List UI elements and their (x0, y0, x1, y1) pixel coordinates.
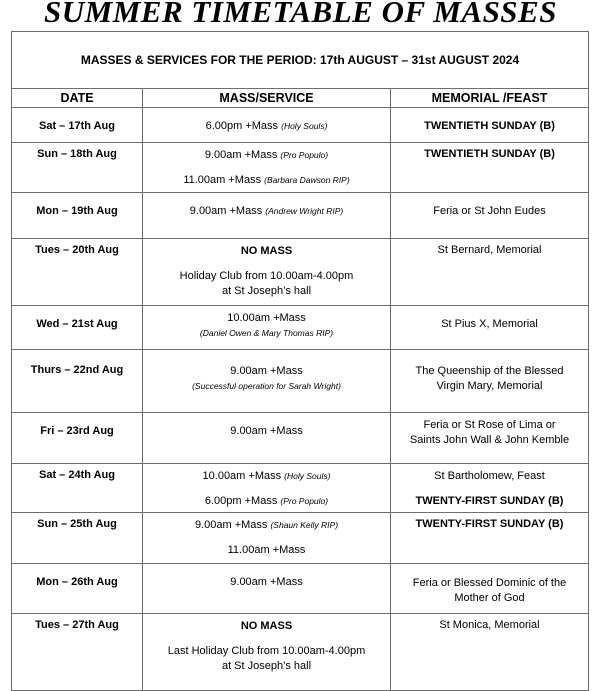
feast-cell (391, 463, 589, 513)
table-row (12, 349, 589, 412)
feast-cell: TWENTIETH SUNDAY (B) (391, 143, 589, 193)
timetable (11, 31, 589, 691)
date-cell: Sat – 17th Aug (12, 107, 143, 142)
table-row (12, 107, 589, 142)
table-row (12, 513, 589, 564)
table-row (12, 305, 589, 349)
feast-cell: TWENTIETH SUNDAY (B) (391, 107, 589, 142)
no-mass-label: NO MASS (240, 620, 293, 633)
page-title: SUMMER TIMETABLE OF MASSES (44, 0, 557, 29)
date-cell: Fri – 23rd Aug (12, 412, 143, 463)
mass-intention: (Pro Populo) (280, 495, 329, 506)
feast-cell (391, 412, 589, 463)
table-row (12, 614, 589, 691)
table-row (12, 463, 589, 513)
feast-cell (391, 349, 589, 412)
mass-time: 9.00am +Mass (230, 364, 303, 377)
feast-line: Feria or Blessed Dominic of the (412, 577, 567, 590)
date-cell: Thurs – 22nd Aug (12, 349, 143, 412)
mass-time: 11.00am +Mass (227, 544, 306, 557)
feast-line: Saints John Wall & John Kemble (409, 433, 570, 446)
feast-line: TWENTY-FIRST SUNDAY (B) (415, 494, 564, 507)
column-header-date: DATE (12, 89, 143, 108)
mass-time: 9.00am +Mass (189, 204, 263, 217)
feast-line: The Queenship of the Blessed (415, 364, 564, 377)
mass-intention: (Pro Populo) (280, 150, 329, 161)
table-row (12, 238, 589, 305)
mass-intention: (Shaun Kelly RIP) (270, 520, 339, 531)
mass-intention: (Daniel Owen & Mary Thomas RIP) (199, 327, 334, 338)
mass-time: 11.00am +Mass (183, 174, 262, 187)
mass-cell (143, 143, 391, 193)
feast-cell: St Monica, Memorial (391, 614, 589, 691)
mass-time: 6.00pm +Mass (204, 494, 278, 507)
event-location: at St Joseph’s hall (221, 284, 312, 297)
mass-intention: (Barbara Dawson RIP) (264, 175, 350, 186)
mass-cell (143, 349, 391, 412)
mass-cell (143, 614, 391, 691)
date-cell: Mon – 26th Aug (12, 564, 143, 614)
mass-intention: (Holy Souls) (284, 470, 331, 481)
feast-cell: St Pius X, Memorial (391, 305, 589, 349)
mass-intention: (Successful operation for Sarah Wright) (192, 380, 341, 391)
column-header-feast: MEMORIAL /FEAST (391, 89, 589, 108)
feast-cell (391, 564, 589, 614)
feast-line: Mother of God (454, 592, 525, 605)
mass-cell: 9.00am +Mass (143, 564, 391, 614)
mass-cell: 9.00am +Mass (143, 412, 391, 463)
column-header-mass: MASS/SERVICE (143, 89, 391, 108)
feast-cell: Feria or St John Eudes (391, 192, 589, 238)
no-mass-label: NO MASS (240, 244, 293, 257)
date-cell: Tues – 20th Aug (12, 238, 143, 305)
feast-cell: TWENTY-FIRST SUNDAY (B) (391, 513, 589, 564)
table-row (12, 412, 589, 463)
mass-time: 10.00am +Mass (227, 311, 306, 324)
date-cell: Wed – 21st Aug (12, 305, 143, 349)
feast-line: Virgin Mary, Memorial (436, 379, 543, 392)
date-cell: Tues – 27th Aug (12, 614, 143, 691)
mass-time: 9.00am +Mass (194, 519, 268, 532)
event-text: Holiday Club from 10.00am-4.00pm (179, 269, 354, 282)
feast-cell: St Bernard, Memorial (391, 238, 589, 305)
mass-cell (143, 463, 391, 513)
date-cell: Mon – 19th Aug (12, 192, 143, 238)
date-cell: Sun – 18th Aug (12, 143, 143, 193)
mass-intention: (Holy Souls) (281, 120, 328, 131)
mass-time: 9.00am +Mass (204, 149, 278, 162)
feast-line: Feria or St Rose of Lima or (423, 418, 556, 431)
period-heading: MASSES & SERVICES FOR THE PERIOD: 17th AUGUST – 31st AUGUST 2024 (12, 32, 589, 89)
mass-time: 6.00pm +Mass (205, 119, 279, 132)
mass-time: 10.00am +Mass (202, 469, 282, 482)
mass-cell (143, 192, 391, 238)
event-location: at St Joseph’s hall (221, 660, 312, 673)
mass-cell (143, 107, 391, 142)
table-row (12, 143, 589, 193)
date-cell: Sun – 25th Aug (12, 513, 143, 564)
table-row (12, 564, 589, 614)
mass-cell (143, 513, 391, 564)
event-text: Last Holiday Club from 10.00am-4.00pm (167, 645, 366, 658)
mass-cell (143, 238, 391, 305)
table-row (12, 192, 589, 238)
mass-cell (143, 305, 391, 349)
mass-intention: (Andrew Wright RIP) (265, 205, 344, 216)
date-cell: Sat – 24th Aug (12, 463, 143, 513)
feast-line: St Bartholomew, Feast (434, 469, 545, 482)
